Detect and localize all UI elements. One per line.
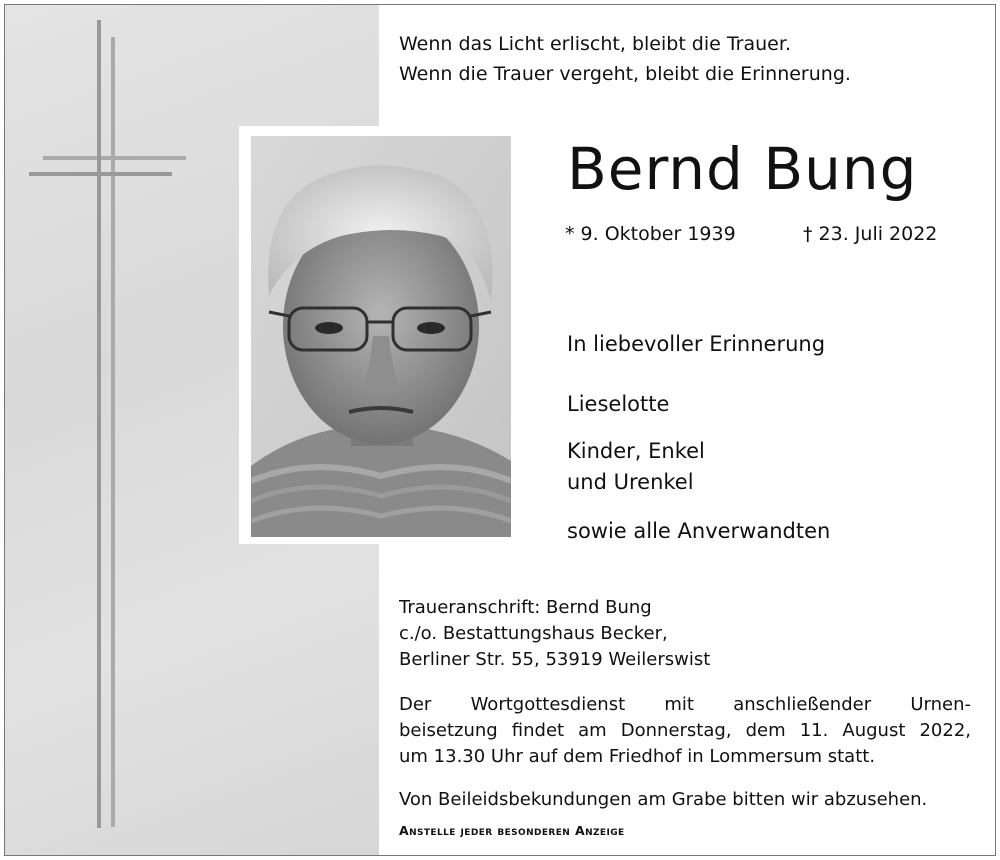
birth-date: * 9. Oktober 1939 [565, 223, 736, 245]
notice-footer: Anstelle jeder besonderen Anzeige [399, 823, 625, 838]
relatives-line: sowie alle Anverwandten [567, 519, 831, 543]
portrait-photo [251, 136, 511, 537]
address-line-2: c./o. Bestattungshaus Becker, [399, 623, 668, 644]
deceased-name: Bernd Bung [567, 135, 918, 203]
service-line-1: Der Wortgottesdienst mit anschließender Urnen- [399, 694, 971, 715]
family-line-1: Kinder, Enkel [567, 439, 705, 463]
death-date: † 23. Juli 2022 [803, 223, 938, 245]
memorial-intro: In liebevoller Erinnerung [567, 332, 826, 356]
cross-horizontal-icon [29, 172, 172, 176]
obituary-card [4, 4, 996, 856]
cross-horizontal-shadow [43, 156, 186, 160]
family-line-2: und Urenkel [567, 470, 694, 494]
cross-vertical-icon [97, 20, 101, 828]
condolence-note: Von Beileidsbekundungen am Grabe bitten wir abzusehen. [399, 789, 928, 810]
address-line-3: Berliner Str. 55, 53919 Weilerswist [399, 649, 711, 670]
address-line-1: Traueranschrift: Bernd Bung [399, 597, 652, 618]
portrait-icon [251, 136, 511, 537]
quote-line-2: Wenn die Trauer vergeht, bleibt die Erinnerung. [399, 63, 851, 85]
service-announcement [399, 692, 971, 770]
quote-line-1: Wenn das Licht erlischt, bleibt die Trauer. [399, 33, 791, 55]
spouse-name: Lieselotte [567, 392, 670, 416]
service-line-3: um 13.30 Uhr auf dem Friedhof in Lommersum statt. [399, 746, 876, 767]
service-line-2: beisetzung findet am Donnerstag, dem 11. August 2022, [399, 720, 971, 741]
